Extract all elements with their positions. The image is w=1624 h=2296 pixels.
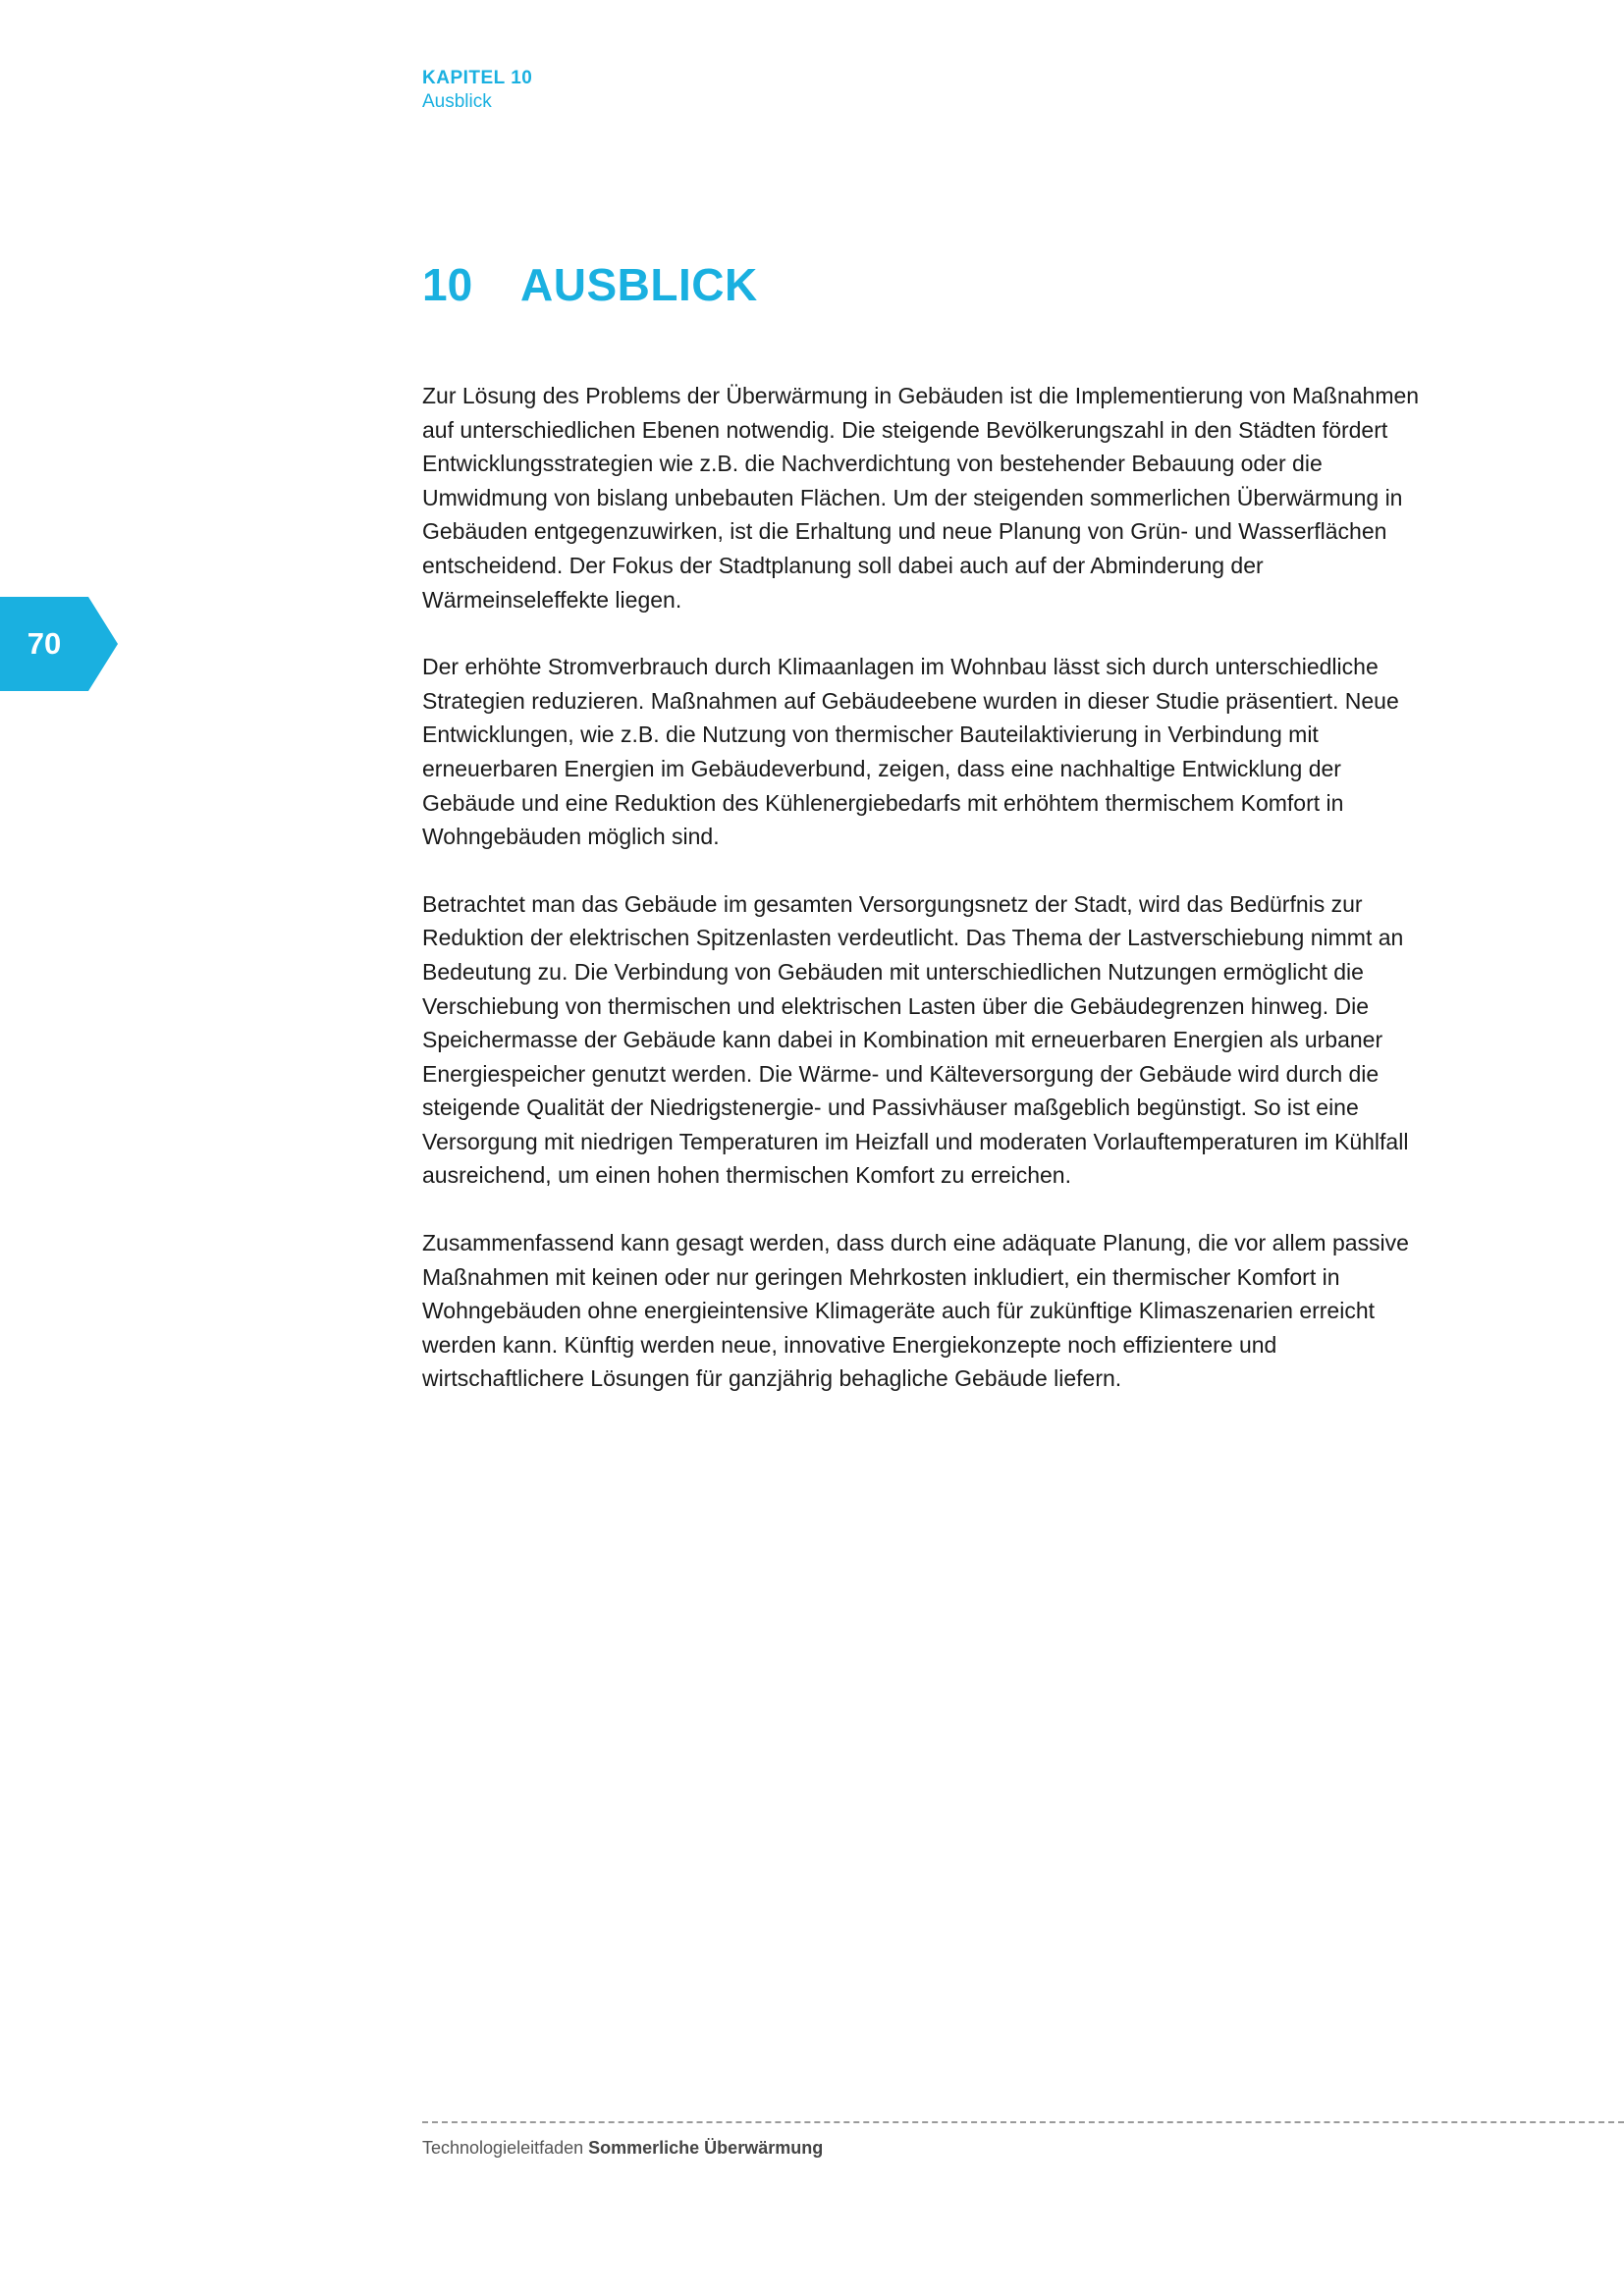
chapter-title: AUSBLICK — [520, 259, 758, 310]
running-header-chapter: KAPITEL 10 — [422, 68, 533, 88]
running-header-section: Ausblick — [422, 91, 492, 112]
paragraph: Betrachtet man das Gebäude im gesamten Versorgungsnetz der Stadt, wird das Bedürfnis zur Reduktion der elektrischen Spitzenlasten verdeutlicht. Das Thema der Lastverschiebung nimmt an Bedeutung zu. Die Verbindung von Gebäuden mit unterschiedlichen Nutzungen ermöglicht die Verschiebung von thermischen und elektrischen Lasten über die Gebäudegrenzen hinweg. Die Speichermasse der Gebäude kann dabei in Kombination mit erneuerbaren Energien als urbaner Energiespeicher genutzt werden. Die Wärme- und Kälteversorgung der Gebäude wird durch die steigende Qualität der Niedrigstenergie- und Passivhäuser maßgeblich begünstigt. So ist eine Versorgung mit niedrigen Temperaturen im Heizfall und moderaten Vorlauftemperaturen im Kühlfall ausreichend, um einen hohen thermischen Komfort zu erreichen. — [422, 890, 1409, 1189]
footer — [422, 2136, 823, 2160]
chapter-heading — [422, 257, 758, 312]
paragraph: Zur Lösung des Problems der Überwärmung in Gebäuden ist die Implementierung von Maßnahmen auf unterschiedlichen Ebenen notwendig. Die steigende Bevölkerungszahl in den Städten fördert Entwicklungsstrategien wie z.B. die Nachverdichtung von bestehender Bebauung oder die Umwidmung von bislang unbebauten Flächen. Um der steigenden sommerlichen Überwärmung in Gebäuden entgegenzuwirken, ist die Erhaltung und neue Planung von Grün- und Wasserflächen entscheidend. Der Fokus der Stadtplanung soll dabei auch auf der Abminderung der Wärmeinseleffekte liegen. — [422, 383, 1420, 613]
footer-publication: Technologieleitfaden — [422, 2138, 589, 2158]
chapter-number: 10 — [422, 259, 473, 310]
running-header — [422, 67, 532, 114]
paragraph: Zusammenfassend kann gesagt werden, dass durch eine adäquate Planung, die vor allem passive Maßnahmen mit keinen oder nur geringen Mehrkosten inkludiert, ein thermischer Komfort in Wohngebäuden ohne energieintensive Klimageräte auch für zukünftige Klimaszenarien erreicht werden kann. Künftig werden neue, innovative Energiekonzepte noch effizientere und wirtschaftlichere Lösungen für ganzjährig behagliche Gebäude liefern. — [422, 1230, 1409, 1392]
paragraph: Der erhöhte Stromverbrauch durch Klimaanlagen im Wohnbau lässt sich durch unterschiedliche Strategien reduzieren. Maßnahmen auf Gebäudeebene wurden in dieser Studie präsentiert. Neue Entwicklungen, wie z.B. die Nutzung von thermischer Bauteilaktivierung in Verbindung mit erneuerbaren Energien im Gebäudeverbund, zeigen, dass eine nachhaltige Entwicklung der Gebäude und eine Reduktion des Kühlenergiebedarfs mit erhöhtem thermischem Komfort in Wohngebäuden möglich sind. — [422, 654, 1399, 850]
body-text — [422, 379, 1434, 1429]
footer-divider — [422, 2121, 1624, 2123]
page-number: 70 — [27, 626, 62, 661]
footer-publication-title: Sommerliche Überwärmung — [588, 2138, 824, 2158]
page-number-tab — [0, 597, 118, 691]
